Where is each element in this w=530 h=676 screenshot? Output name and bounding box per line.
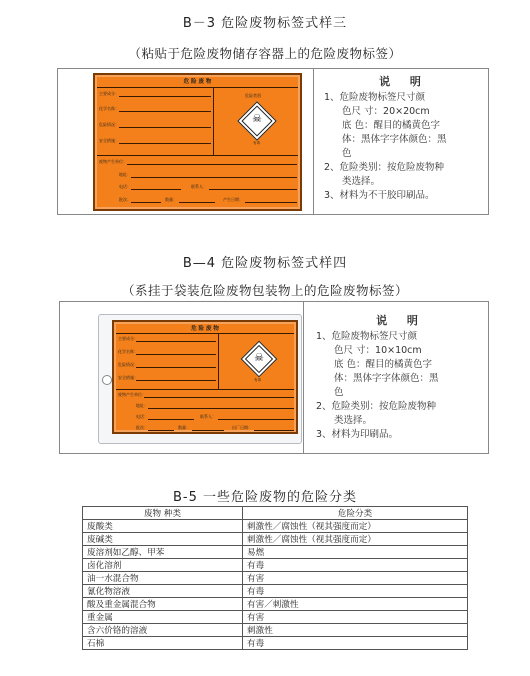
cell-waste: 重金属	[83, 611, 243, 624]
b3-hazard-label	[93, 73, 302, 211]
field-chem-name: 化学名称：	[99, 106, 119, 111]
field-contact: 联系人：	[191, 184, 207, 189]
cell-waste: 石棉	[83, 637, 243, 650]
note-line: 1、危险废物标签尺寸颜	[324, 92, 426, 103]
cell-class: 有害	[243, 611, 468, 624]
cell-waste: 氰化物溶液	[83, 585, 243, 598]
toxic-diamond-icon: ☠	[240, 340, 278, 378]
cell-class: 有毒	[243, 585, 468, 598]
note-line: 3、材料为不干胶印刷品。	[324, 190, 435, 201]
field-phone: 电话：	[119, 184, 131, 189]
b5-heading: B-5 一些危险废物的危险分类	[172, 490, 357, 505]
table-row	[83, 559, 468, 572]
header-waste-type: 废物 种类	[83, 507, 243, 520]
table-header-row	[83, 507, 468, 520]
note-line: 色尺 寸：10×10cm	[334, 345, 422, 356]
note-line: 2、危险类别：按危险废物种	[324, 162, 445, 173]
field-safety: 安全措施：	[99, 138, 119, 143]
field-chem-name: 化学名称：	[118, 349, 138, 354]
field-producer: 废物产生单位：	[118, 392, 146, 397]
note-line: 3、材料为印刷品。	[316, 429, 399, 440]
cell-waste: 废溶剂如乙醇、甲苯	[83, 546, 243, 559]
cell-class: 易燃	[243, 546, 468, 559]
cell-waste: 废碱类	[83, 533, 243, 546]
b3-notes	[324, 75, 484, 203]
cell-waste: 含六价铬的溶液	[83, 624, 243, 637]
notes-title: 说 明	[379, 75, 429, 88]
note-line: 2、危险类别：按危险废物种	[316, 401, 437, 412]
note-line: 色	[342, 148, 352, 159]
cell-waste: 酸及重金属混合物	[83, 598, 243, 611]
field-producer: 废物产生单位：	[99, 159, 127, 164]
cell-class: 刺激性／腐蚀性（视其强度而定）	[243, 533, 468, 546]
cell-class: 有害	[243, 572, 468, 585]
hazard-word: 有毒	[253, 141, 260, 145]
field-address: 地址：	[136, 403, 148, 408]
b4-heading: B—4 危险废物标签式样四	[182, 256, 348, 271]
cell-waste: 废酸类	[83, 520, 243, 533]
cell-waste: 油一水混合物	[83, 572, 243, 585]
note-line: 底 色：醒目的橘黄色字	[342, 120, 441, 131]
b4-subheading: （系挂于袋装危险废物包装物上的危险废物标签）	[121, 283, 408, 298]
table-row	[83, 572, 468, 585]
cell-waste: 卤化溶剂	[83, 559, 243, 572]
b3-frame	[57, 68, 489, 215]
table-row	[83, 637, 468, 650]
field-hazard-info: 危险情况：	[118, 362, 138, 367]
note-line: 类选择。	[334, 415, 373, 426]
field-hazard-info: 危险情况：	[99, 122, 119, 127]
cell-class: 刺激性／腐蚀性（视其强度而定）	[243, 520, 468, 533]
label-title: 危 险 废 物	[183, 79, 212, 85]
note-line: 色	[334, 387, 344, 398]
table-row	[83, 585, 468, 598]
field-address: 地址：	[119, 172, 131, 177]
field-safety: 安全措施：	[118, 375, 138, 380]
notes-title: 说 明	[376, 314, 426, 327]
cell-class: 有害／刺激性	[243, 598, 468, 611]
b3-subheading: （粘贴于危险废物储存容器上的危险废物标签）	[128, 46, 402, 61]
field-quantity: 数量：	[178, 425, 190, 430]
field-quantity: 数量：	[165, 197, 177, 202]
b3-heading: B－3 危险废物标签式样三	[182, 16, 348, 31]
table-row	[83, 520, 468, 533]
note-line: 体：黑体字字体颜色：黑	[334, 373, 439, 384]
field-batch: 批次：	[136, 425, 148, 430]
table-row	[83, 598, 468, 611]
header-hazard-class: 危险分类	[243, 507, 468, 520]
field-contact: 联系人：	[200, 414, 216, 419]
hazard-caption: 危险类别	[245, 93, 261, 98]
table-row	[83, 624, 468, 637]
hazard-word: 有毒	[254, 378, 261, 382]
table-row	[83, 611, 468, 624]
tag-hole-icon	[102, 375, 112, 385]
cell-class: 刺激性	[243, 624, 468, 637]
field-date: 出厂日期：	[232, 425, 252, 430]
note-line: 底 色：醒目的橘黄色字	[334, 359, 433, 370]
toxic-diamond-icon: ☠	[237, 101, 277, 141]
field-phone: 电话：	[136, 414, 148, 419]
label-title: 危 险 废 物	[191, 326, 219, 332]
field-composition: 主要成分：	[118, 336, 138, 341]
b4-notes	[316, 314, 486, 442]
note-line: 类选择。	[342, 176, 381, 187]
hazard-classification-table	[82, 506, 468, 650]
field-date: 产生日期：	[223, 197, 243, 202]
note-line: 1、危险废物标签尺寸颜	[316, 331, 418, 342]
b4-hazard-label	[112, 320, 298, 434]
note-line: 体：黑体字字体颜色：黑	[342, 134, 447, 145]
cell-class: 有毒	[243, 637, 468, 650]
field-batch: 批次：	[119, 197, 131, 202]
table-row	[83, 533, 468, 546]
field-composition: 主要成分：	[99, 91, 119, 96]
b4-frame	[59, 301, 489, 454]
note-line: 色尺 寸：20×20cm	[342, 106, 430, 117]
table-row	[83, 546, 468, 559]
cell-class: 有毒	[243, 559, 468, 572]
